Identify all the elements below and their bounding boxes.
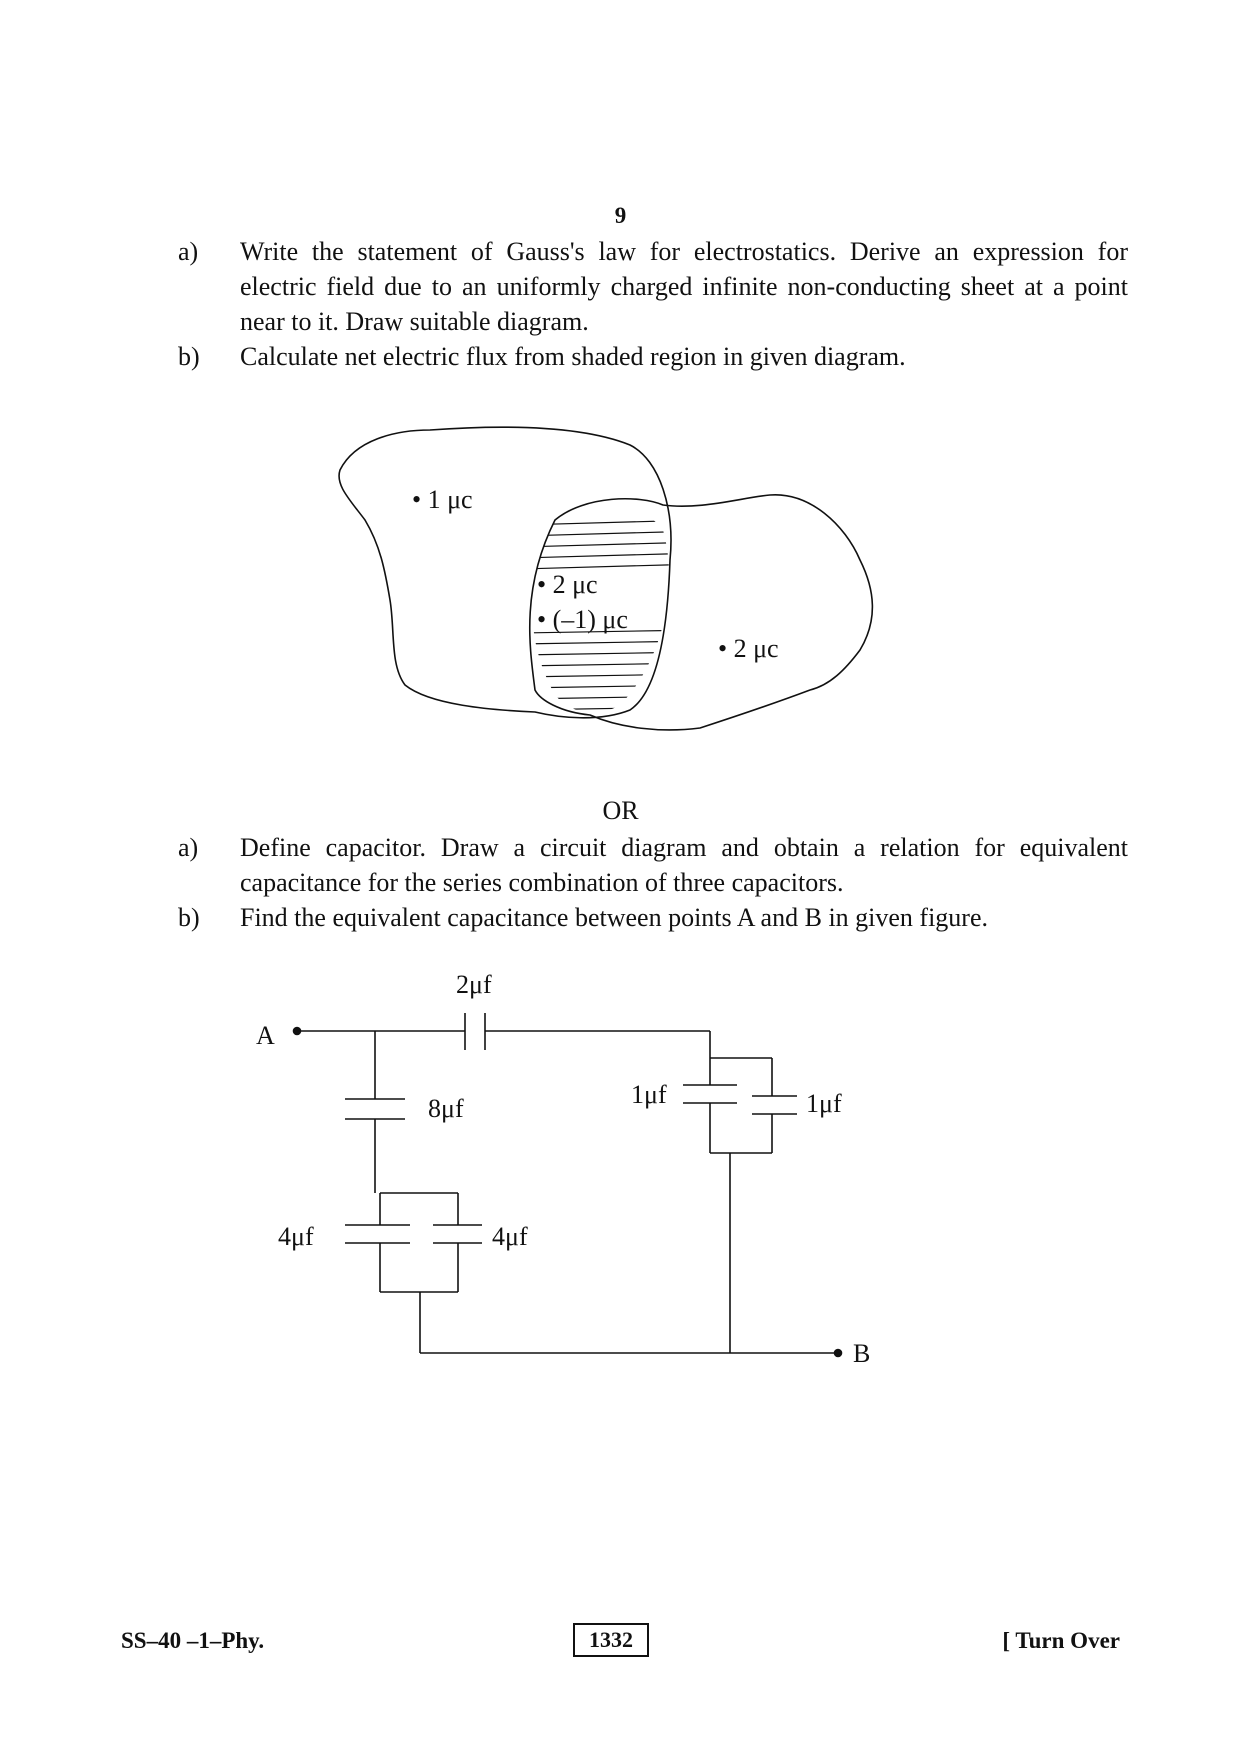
gaussian-surface-left [339, 427, 671, 718]
page-code-box: 1332 [573, 1623, 649, 1657]
or-separator: OR [602, 796, 639, 825]
circuit-labels [256, 970, 870, 1368]
label-point-b: B [853, 1339, 871, 1368]
question-1b-label: b) [178, 342, 200, 371]
label-point-a: A [256, 1021, 275, 1050]
label-cap-2uf: 2μf [456, 970, 492, 999]
charge-label-2: • 2 μc [537, 570, 598, 599]
charge-label-1: • 1 μc [412, 485, 473, 514]
paper-code: SS–40 –1–Phy. [121, 1628, 265, 1653]
question-1a-label: a) [178, 237, 199, 266]
question-1a-text: Write the statement of Gauss's law for electrostatics. Derive an expression for electric field due to an uniformly charged infinite non-conducting sheet at a point near to it. Draw suitable diagram. [240, 237, 1128, 336]
turn-over: [ Turn Over [1002, 1628, 1120, 1653]
question-2b-label: b) [178, 903, 200, 932]
question-2a-label: a) [178, 833, 199, 862]
question-2b-text: Find the equivalent capacitance between points A and B in given figure. [240, 903, 989, 932]
charge-label-4: • 2 μc [718, 634, 779, 663]
question-2a-text: Define capacitor. Draw a circuit diagram and obtain a relation for equivalent capacitance for the series combination of three capacitors. [240, 833, 1128, 897]
charge-label-3: • (–1) μc [537, 605, 628, 634]
flux-diagram [339, 427, 872, 730]
label-cap-4uf-left: 4μf [278, 1222, 314, 1251]
label-cap-1uf-left: 1μf [631, 1080, 667, 1109]
label-cap-8uf: 8μf [428, 1094, 464, 1123]
page-number: 9 [614, 203, 627, 228]
label-cap-4uf-right: 4μf [492, 1222, 528, 1251]
circuit-diagram [294, 1013, 842, 1357]
label-cap-1uf-right: 1μf [806, 1089, 842, 1118]
terminal-b [835, 1350, 842, 1357]
question-1b-text: Calculate net electric flux from shaded region in given diagram. [240, 342, 906, 371]
